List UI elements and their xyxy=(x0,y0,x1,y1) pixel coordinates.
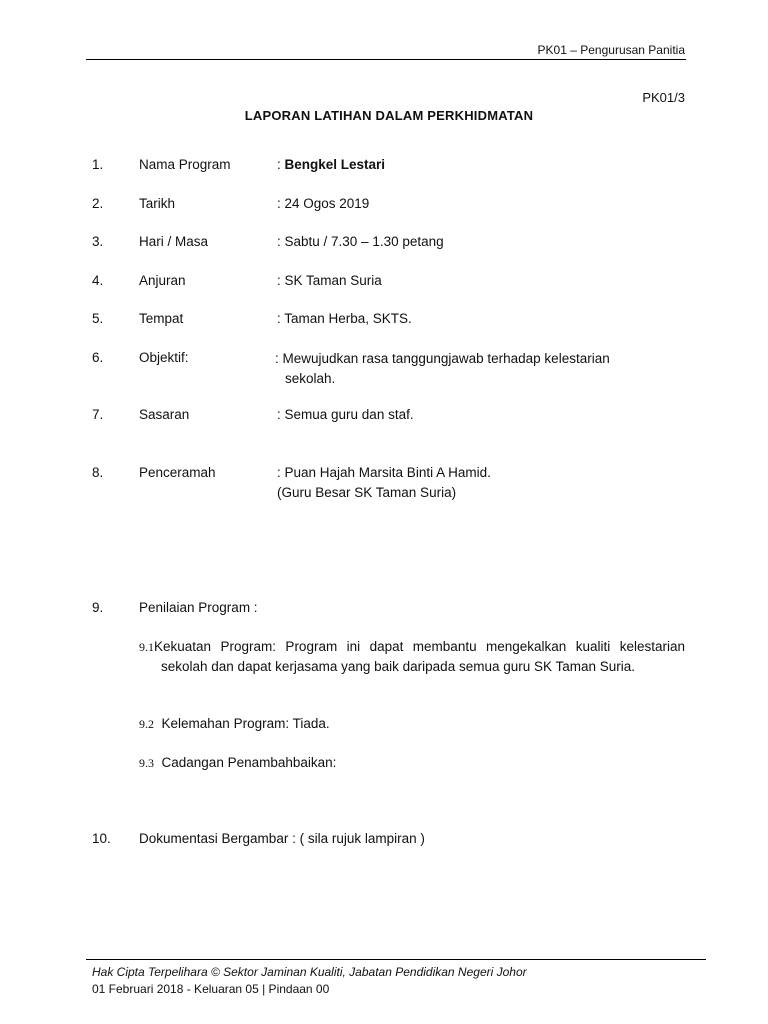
footer-divider xyxy=(86,959,706,960)
item-label-organizer: Anjuran xyxy=(139,273,186,288)
item-number: 9. xyxy=(92,600,104,615)
item-value-date: : 24 Ogos 2019 xyxy=(277,196,370,211)
item-label-speaker: Penceramah xyxy=(139,465,216,480)
program-name: Bengkel Lestari xyxy=(284,157,386,172)
item-label-day-time: Hari / Masa xyxy=(139,234,209,249)
evaluation-weaknesses xyxy=(139,714,330,734)
weaknesses-text: Kelemahan Program: Tiada. xyxy=(161,716,330,731)
footer-copyright: Hak Cipta Terpelihara © Sektor Jaminan Kualiti, Jabatan Pendidikan Negeri Johor xyxy=(92,965,527,979)
item-label-target: Sasaran xyxy=(139,407,190,422)
item-number: 6. xyxy=(92,350,104,365)
footer-release-info: 01 Februari 2018 - Keluaran 05 | Pindaan 00 xyxy=(92,982,330,996)
evaluation-strengths xyxy=(139,637,685,677)
item-value-venue: : Taman Herba, SKTS. xyxy=(277,311,412,326)
item-number: 5. xyxy=(92,311,104,326)
item-number: 10. xyxy=(92,831,111,846)
item-number: 1. xyxy=(92,157,104,172)
item-value-day-time: : Sabtu / 7.30 – 1.30 petang xyxy=(277,234,444,249)
page-header: PK01 – Pengurusan Panitia xyxy=(537,43,685,57)
item-value-speaker-role: (Guru Besar SK Taman Suria) xyxy=(277,485,457,500)
item-value-program-name xyxy=(277,157,385,172)
item-number: 8. xyxy=(92,465,104,480)
value-prefix: : xyxy=(277,157,285,172)
item-label-evaluation: Penilaian Program : xyxy=(139,600,258,615)
item-number: 2. xyxy=(92,196,104,211)
suggestions-text: Cadangan Penambahbaikan: xyxy=(161,755,337,770)
item-label-venue: Tempat xyxy=(139,311,184,326)
item-number: 4. xyxy=(92,273,104,288)
item-label-date: Tarikh xyxy=(139,196,176,211)
sub-number: 9.2 xyxy=(139,717,154,731)
item-value-organizer: : SK Taman Suria xyxy=(277,273,382,288)
item-value-speaker: : Puan Hajah Marsita Binti A Hamid. xyxy=(277,465,491,480)
item-number: 7. xyxy=(92,407,104,422)
item-value-target: : Semua guru dan staf. xyxy=(277,407,414,422)
item-label-objective: Objektif: xyxy=(139,350,189,365)
sub-number: 9.3 xyxy=(139,756,154,770)
document-title: LAPORAN LATIHAN DALAM PERKHIDMATAN xyxy=(244,108,534,123)
header-divider xyxy=(86,59,686,60)
sub-number: 9.1 xyxy=(139,640,154,654)
item-label-program-name: Nama Program xyxy=(139,157,231,172)
evaluation-suggestions xyxy=(139,753,336,773)
objective-line-2: sekolah. xyxy=(285,370,336,386)
item-value-objective xyxy=(275,349,685,388)
strengths-text: Kekuatan Program: Program ini dapat membantu mengekalkan kualiti kelestarian sekolah dan dapat kerjasama yang baik daripada semua guru SK Taman Suria. xyxy=(154,639,685,674)
item-label-documentation: Dokumentasi Bergambar : ( sila rujuk lampiran ) xyxy=(139,831,425,846)
form-code: PK01/3 xyxy=(642,90,685,105)
objective-line-1: : Mewujudkan rasa tanggungjawab terhadap kelestarian xyxy=(275,351,610,366)
item-number: 3. xyxy=(92,234,104,249)
